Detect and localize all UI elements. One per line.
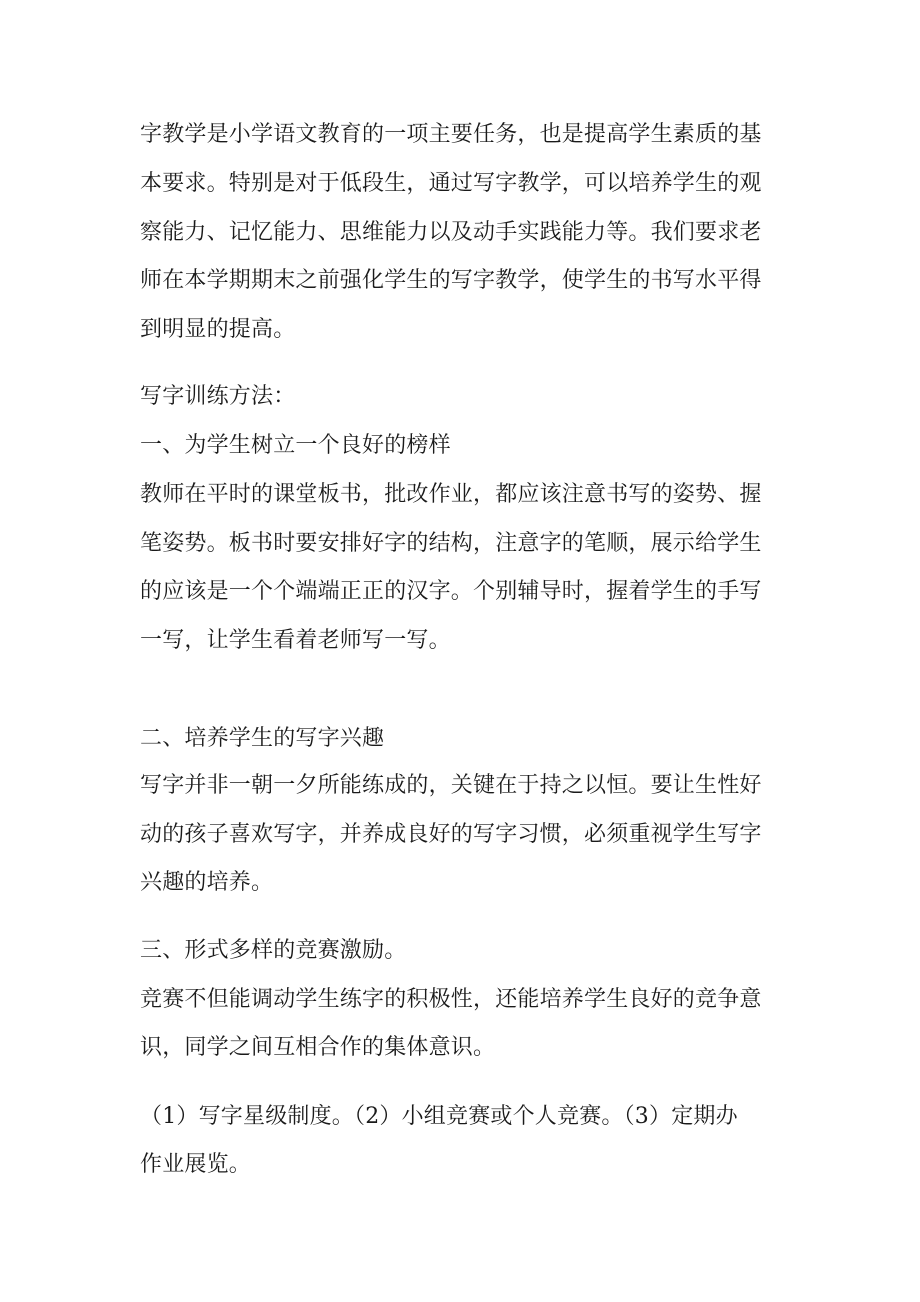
section3-items-line: （1）写字星级制度。（2）小组竞赛或个人竞赛。（3）定期办	[140, 1104, 738, 1129]
intro-line: 到明显的提高。	[140, 317, 296, 342]
section3-heading: 三、形式多样的竞赛激励。	[140, 938, 407, 963]
section2-body-line: 写字并非一朝一夕所能练成的，关键在于持之以恒。要让生性好	[140, 773, 762, 798]
section1-body-line: 的应该是一个个端端正正的汉字。个别辅导时，握着学生的手写	[140, 579, 762, 604]
section2-body-line: 兴趣的培养。	[140, 870, 274, 895]
section1-body-line: 教师在平时的课堂板书，批改作业，都应该注意书写的姿势、握	[140, 482, 762, 507]
intro-line: 察能力、记忆能力、思维能力以及动手实践能力等。我们要求老	[140, 220, 762, 245]
section2-heading: 二、培养学生的写字兴趣	[140, 726, 385, 751]
section2-body-line: 动的孩子喜欢写字，并养成良好的写字习惯，必须重视学生写字	[140, 822, 762, 847]
intro-line: 本要求。特别是对于低段生，通过写字教学，可以培养学生的观	[140, 171, 762, 196]
section3-body-line: 竞赛不但能调动学生练字的积极性，还能培养学生良好的竞争意	[140, 987, 762, 1012]
section3-items-line: 作业展览。	[140, 1152, 252, 1177]
section1-body-line: 笔姿势。板书时要安排好字的结构，注意字的笔顺，展示给学生	[140, 531, 762, 556]
intro-line: 字教学是小学语文教育的一项主要任务，也是提高学生素质的基	[140, 122, 762, 147]
methods-heading: 写字训练方法：	[140, 384, 296, 409]
section3-body-line: 识，同学之间互相合作的集体意识。	[140, 1035, 496, 1060]
section1-heading: 一、为学生树立一个良好的榜样	[140, 433, 451, 458]
intro-line: 师在本学期期末之前强化学生的写字教学，使学生的书写水平得	[140, 268, 762, 293]
section1-body-line: 一写，让学生看着老师写一写。	[140, 628, 451, 653]
